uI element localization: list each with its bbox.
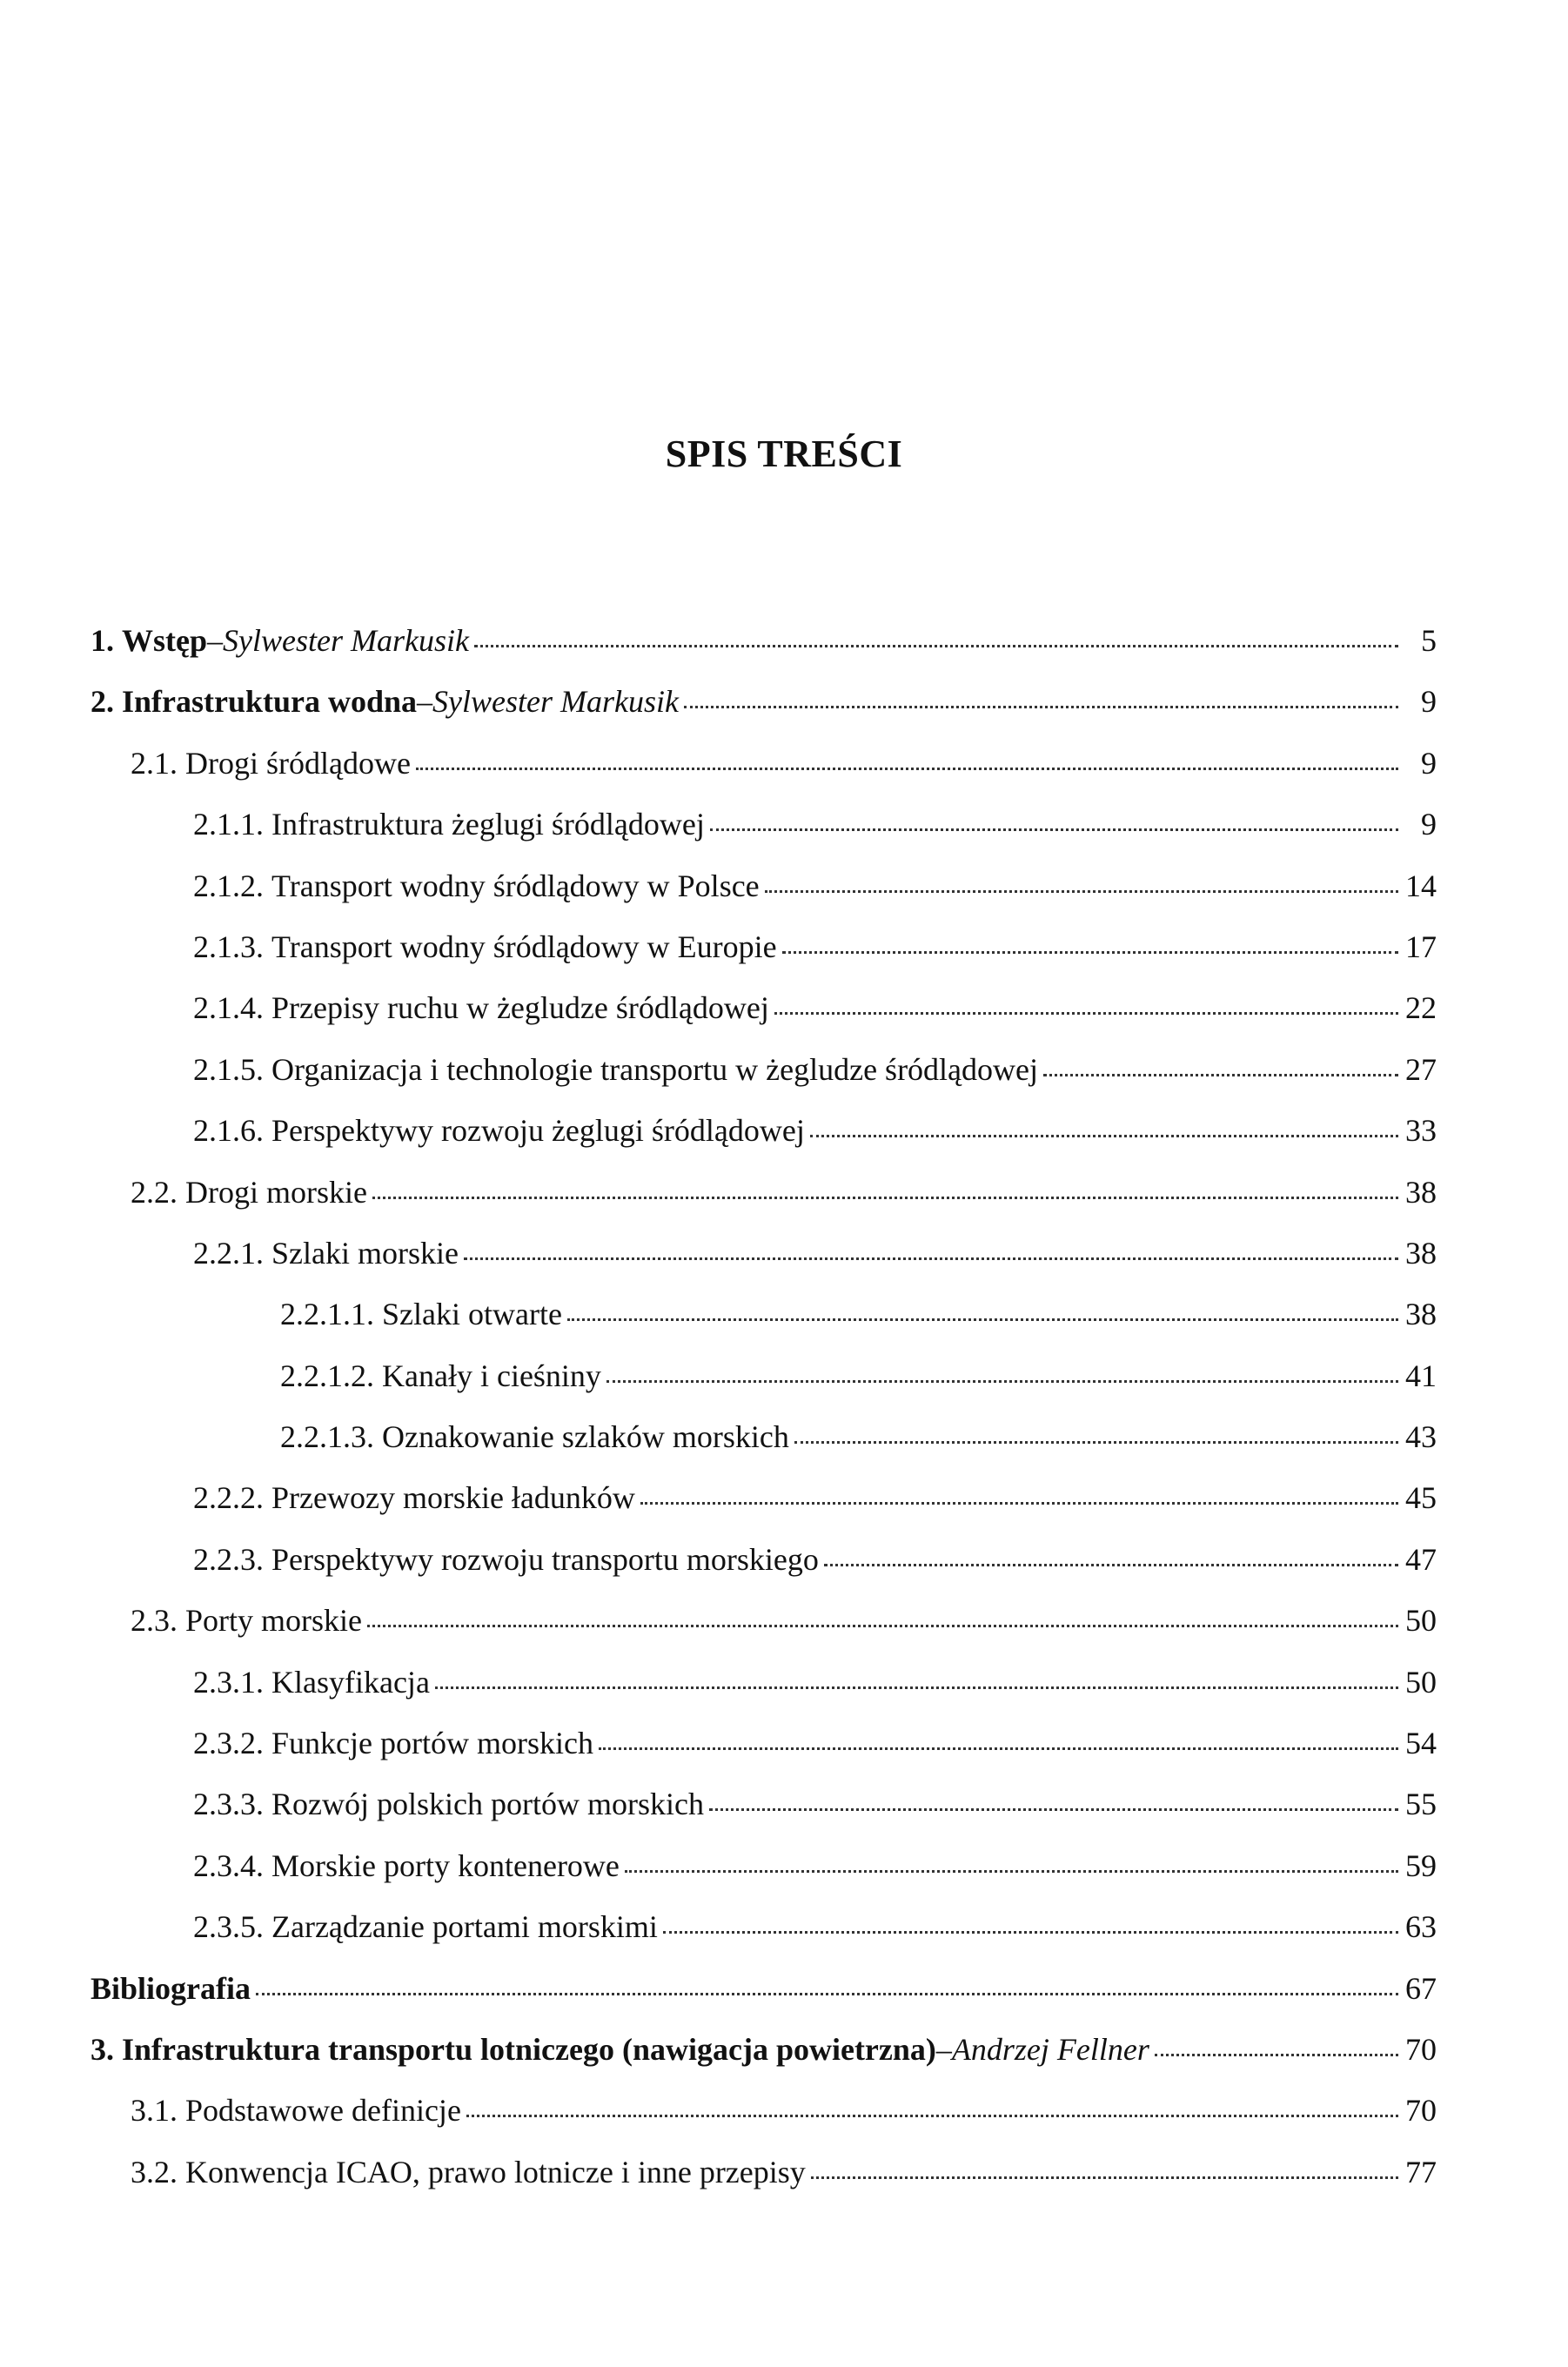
toc-entry-label: Infrastruktura wodna: [122, 684, 418, 720]
toc-entry-page: 38: [1405, 1174, 1437, 1210]
toc-entry: [90, 1298, 1437, 1359]
toc-entry-page: 59: [1405, 1847, 1437, 1883]
toc-entry-number: 2.2.: [131, 1174, 178, 1210]
toc-entry: [90, 745, 1437, 808]
toc-entry-label: Porty morskie: [185, 1603, 362, 1639]
dot-leader: [256, 1993, 1398, 1995]
toc-entry-page: 9: [1421, 807, 1437, 842]
dot-leader: [1155, 2054, 1398, 2056]
toc-entry-number: 2.2.1.: [193, 1235, 264, 1271]
toc-entry: [90, 1115, 1437, 1176]
toc-entry-number: 2.1.6.: [193, 1113, 264, 1149]
toc-entry-page: 50: [1405, 1664, 1437, 1700]
toc-entry-label: Transport wodny śródlądowy w Europie: [271, 929, 777, 964]
toc-entry-number: 2.3.: [131, 1603, 178, 1639]
toc-entry-page: 38: [1405, 1235, 1437, 1271]
toc-entry-page: 47: [1405, 1541, 1437, 1577]
dot-leader: [640, 1502, 1398, 1505]
dot-leader: [811, 2176, 1398, 2179]
toc-entry-number: 2.3.2.: [193, 1726, 264, 1761]
toc-entry: [90, 992, 1437, 1053]
toc-entry-label: Przepisy ruchu w żegludze śródlądowej: [271, 990, 769, 1026]
toc-entry-page: 14: [1405, 868, 1437, 903]
toc-entry-label: Kanały i cieśniny: [382, 1358, 601, 1393]
toc-entry-label: Funkcje portów morskich: [271, 1726, 593, 1761]
toc-entry-page: 27: [1405, 1051, 1437, 1087]
toc-entry-label: Konwencja ICAO, prawo lotnicze i inne przepisy: [185, 2154, 806, 2189]
toc-entry: [90, 1051, 1437, 1115]
toc-entry-label: Zarządzanie portami morskimi: [271, 1909, 658, 1945]
toc-entry-label: Infrastruktura żeglugi śródlądowej: [271, 807, 705, 842]
toc-entry-number: 1.: [90, 623, 114, 658]
dot-leader: [416, 768, 1398, 770]
dot-leader: [782, 951, 1398, 954]
toc-entry-author: Andrzej Fellner: [951, 2031, 1149, 2067]
toc-entry: [90, 1605, 1437, 1666]
toc-entry-label: Infrastruktura transportu lotniczego (nawigacja powietrzna): [122, 2031, 936, 2067]
toc-entry-label: Rozwój polskich portów morskich: [271, 1787, 704, 1822]
dot-leader: [710, 828, 1398, 831]
dot-leader: [794, 1441, 1398, 1444]
toc-entry-page: 33: [1405, 1113, 1437, 1149]
toc-entry-page: 5: [1421, 623, 1437, 658]
dot-leader: [464, 1257, 1398, 1260]
toc-entry-label: Klasyfikacja: [271, 1664, 430, 1700]
dot-leader: [625, 1870, 1398, 1873]
toc-entry-number: 2.2.2.: [193, 1480, 264, 1516]
toc-entry-author: Sylwester Markusik: [432, 684, 679, 720]
toc-entry: [90, 1174, 1437, 1237]
toc-entry-label: Bibliografia: [90, 1970, 251, 2006]
toc-entry-number: 2.1.2.: [193, 868, 264, 903]
toc-entry-label: Szlaki otwarte: [382, 1297, 562, 1332]
toc-entry: 3. Infrastruktura transportu lotniczego (nawigacja powietrzna) – Andrzej Fellner 70: [90, 2031, 1437, 2067]
toc-entry-number: 3.: [90, 2031, 114, 2067]
toc-entry-page: 55: [1405, 1787, 1437, 1822]
toc-entry-label: Perspektywy rozwoju żeglugi śródlądowej: [271, 1113, 805, 1149]
toc-entry-page: 9: [1421, 684, 1437, 720]
toc-entry-number: 2.1.1.: [193, 807, 264, 842]
dot-leader: [435, 1686, 1398, 1689]
toc-entry: [90, 931, 1437, 992]
toc-entry: [90, 2095, 1437, 2156]
toc-entry-page: 43: [1405, 1419, 1437, 1455]
toc-entry-label: Drogi morskie: [185, 1174, 367, 1210]
dot-leader: [774, 1012, 1398, 1015]
toc-entry-page: 70: [1405, 2031, 1437, 2067]
toc-entry-number: 3.1.: [131, 2093, 178, 2129]
toc-entry-number: 2.3.5.: [193, 1909, 264, 1945]
toc-entry: [90, 870, 1437, 931]
toc-entry-number: 2.3.1.: [193, 1664, 264, 1700]
toc-entry-page: 70: [1405, 2093, 1437, 2129]
toc-entry: [90, 1847, 1437, 1911]
dot-leader: [684, 706, 1398, 708]
toc-entry-number: 2.1.5.: [193, 1051, 264, 1087]
toc-entry-page: 41: [1405, 1358, 1437, 1393]
toc-entry-label: Wstęp: [122, 623, 207, 658]
toc-entry: [90, 1237, 1437, 1298]
toc-entry-number: 2.2.1.1.: [280, 1297, 374, 1332]
toc-entry-page: 63: [1405, 1909, 1437, 1945]
toc-entry: [90, 1970, 1437, 2034]
toc-entry-page: 9: [1421, 745, 1437, 781]
toc-entry-number: 2.3.3.: [193, 1787, 264, 1822]
toc-entry-number: 2.2.3.: [193, 1541, 264, 1577]
dot-leader: [599, 1747, 1398, 1750]
dot-leader: [367, 1625, 1398, 1627]
toc-entry: [90, 1911, 1437, 1972]
toc-entry-label: Oznakowanie szlaków morskich: [382, 1419, 789, 1455]
table-of-contents: [90, 625, 1437, 2217]
toc-entry-number: 2.2.1.3.: [280, 1419, 374, 1455]
dot-leader: [824, 1564, 1398, 1566]
toc-entry-number: 2.1.: [131, 745, 178, 781]
toc-entry-number: 3.2.: [131, 2154, 178, 2189]
toc-entry: [90, 808, 1437, 869]
dot-leader: [474, 645, 1398, 647]
dot-leader: [663, 1931, 1398, 1934]
toc-entry-page: 38: [1405, 1297, 1437, 1332]
dot-leader: [765, 890, 1398, 893]
toc-entry: 1. Wstęp – Sylwester Markusik 5: [90, 623, 1437, 658]
toc-entry-label: Podstawowe definicje: [185, 2093, 461, 2129]
dot-leader: [372, 1197, 1398, 1199]
toc-entry-page: 45: [1405, 1480, 1437, 1516]
toc-entry: [90, 1727, 1437, 1788]
toc-entry: [90, 1541, 1437, 1605]
toc-entry-number: 2.3.4.: [193, 1847, 264, 1883]
dot-leader: [606, 1380, 1398, 1383]
toc-entry-page: 67: [1405, 1970, 1437, 2006]
toc-entry-label: Organizacja i technologie transportu w żegludze śródlądowej: [271, 1051, 1039, 1087]
toc-entry-page: 22: [1405, 990, 1437, 1026]
toc-entry-page: 77: [1405, 2154, 1437, 2189]
dot-leader: [567, 1318, 1398, 1321]
toc-entry-label: Przewozy morskie ładunków: [271, 1480, 635, 1516]
toc-entry-label: Morskie porty kontenerowe: [271, 1847, 620, 1883]
toc-entry-number: 2.1.3.: [193, 929, 264, 964]
toc-entry-label: Transport wodny śródlądowy w Polsce: [271, 868, 760, 903]
toc-entry: 2. Infrastruktura wodna – Sylwester Markusik 9: [90, 684, 1437, 720]
toc-entry: [90, 1666, 1437, 1727]
toc-entry-page: 17: [1405, 929, 1437, 964]
toc-entry: [90, 1482, 1437, 1543]
dot-leader: [810, 1135, 1398, 1137]
toc-entry-label: Drogi śródlądowe: [185, 745, 411, 781]
toc-entry: [90, 1421, 1437, 1482]
toc-entry: [90, 1360, 1437, 1421]
toc-entry-number: 2.: [90, 684, 114, 720]
page-title: SPIS TREŚCI: [665, 432, 903, 475]
toc-entry-author: Sylwester Markusik: [223, 623, 469, 658]
toc-entry: [90, 2156, 1437, 2217]
toc-entry-page: 54: [1405, 1726, 1437, 1761]
toc-entry: [90, 1788, 1437, 1849]
toc-entry-page: 50: [1405, 1603, 1437, 1639]
toc-entry-label: Perspektywy rozwoju transportu morskiego: [271, 1541, 819, 1577]
dot-leader: [709, 1808, 1398, 1811]
toc-entry-number: 2.1.4.: [193, 990, 264, 1026]
toc-entry-label: Szlaki morskie: [271, 1235, 459, 1271]
toc-entry-number: 2.2.1.2.: [280, 1358, 374, 1393]
dot-leader: [1043, 1074, 1398, 1076]
dot-leader: [466, 2115, 1398, 2117]
